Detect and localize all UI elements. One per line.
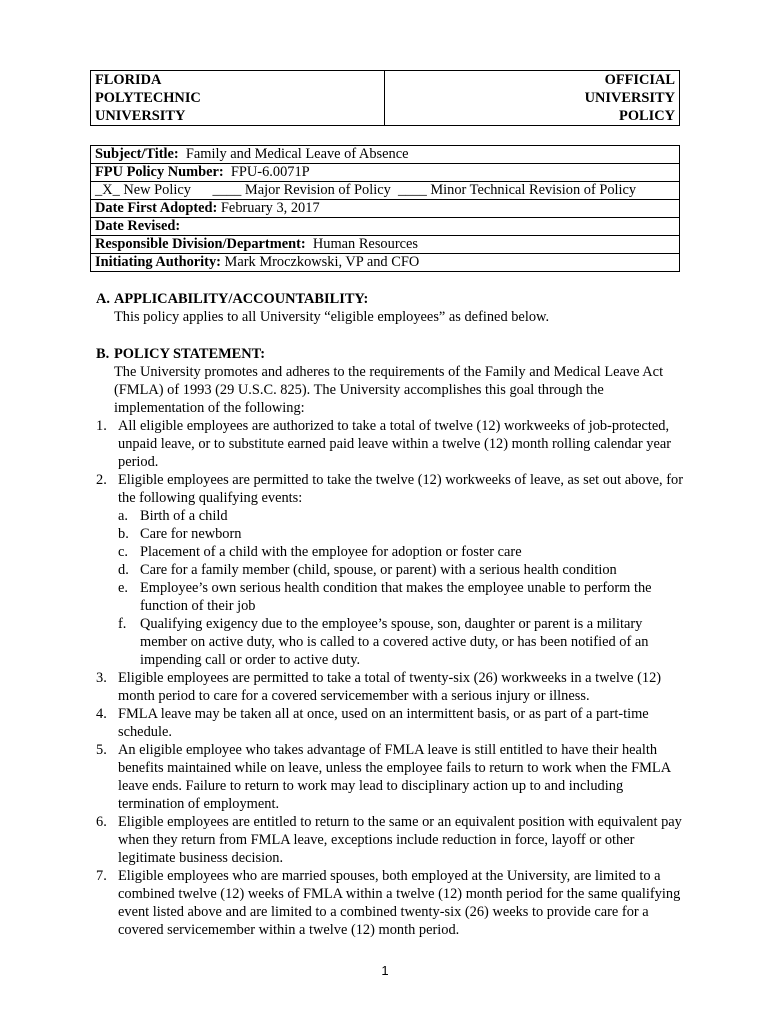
list-text: All eligible employees are authorized to take a total of twelve (12) workweeks of job-protected, unpaid leave, or to substitute earned paid leave within a twelve (12) month rolling calendar year period. [118, 418, 672, 470]
university-name-line: FLORIDA [95, 72, 162, 88]
sub-list-text: Qualifying exigency due to the employee’s spouse, son, daughter or parent is a military member on active duty, who is called to a covered active duty, or has been notified of an impending call or order to active duty. [140, 616, 649, 668]
policy-info-table [90, 145, 680, 272]
sub-list-text: Employee’s own serious health condition that makes the employee unable to perform the function of their job [140, 580, 652, 614]
policy-header-table [90, 70, 680, 126]
section-a-heading [96, 290, 686, 308]
section-letter: A. [96, 291, 110, 307]
policy-number-label: FPU Policy Number: [95, 164, 224, 180]
sub-list-letter: e. [118, 580, 128, 596]
list-number: 4. [96, 706, 107, 722]
policy-type-line: _X_ New Policy ____ Major Revision of Policy ____ Minor Technical Revision of Policy [95, 182, 637, 198]
sub-list-letter: f. [118, 616, 127, 632]
sub-list-item [118, 561, 686, 579]
sub-list-text: Birth of a child [140, 508, 228, 524]
policy-sections [96, 290, 686, 939]
sub-list-item [118, 507, 686, 525]
list-text: Eligible employees are permitted to take the twelve (12) workweeks of leave, as set out above, for the following qualifying events: [118, 472, 684, 506]
list-item [96, 417, 686, 471]
policy-number-row [91, 164, 680, 182]
date-adopted-value: February 3, 2017 [220, 200, 320, 216]
sub-list-letter: b. [118, 526, 129, 542]
list-text: An eligible employee who takes advantage of FMLA leave is still entitled to have their health benefits maintained while on leave, unless the employee fails to return to work when the FMLA leave ends. Failure to return to work may lead to disciplinary action up to and including termination of employment. [118, 742, 671, 812]
date-revised-row [91, 218, 680, 236]
policy-number-value: FPU-6.0071P [230, 164, 310, 180]
subject-row [91, 146, 680, 164]
policy-type-row [91, 182, 680, 200]
list-item [96, 867, 686, 939]
section-title: APPLICABILITY/ACCOUNTABILITY: [114, 291, 369, 307]
qualifying-events-list [118, 507, 686, 669]
sub-list-letter: c. [118, 544, 128, 560]
section-letter: B. [96, 346, 110, 362]
sub-list-letter: a. [118, 508, 128, 524]
subject-value: Family and Medical Leave of Absence [185, 146, 409, 162]
division-value: Human Resources [312, 236, 418, 252]
date-adopted-row [91, 200, 680, 218]
list-number: 7. [96, 868, 107, 884]
division-label: Responsible Division/Department: [95, 236, 306, 252]
document-type-line: UNIVERSITY [584, 90, 675, 106]
list-number: 3. [96, 670, 107, 686]
sub-list-text: Placement of a child with the employee for adoption or foster care [140, 544, 522, 560]
list-item [96, 813, 686, 867]
section-a-text: This policy applies to all University “eligible employees” as defined below. [114, 309, 550, 325]
authority-label: Initiating Authority: [95, 254, 221, 270]
list-item [96, 705, 686, 741]
subject-label: Subject/Title: [95, 146, 179, 162]
list-item [96, 669, 686, 705]
list-item [96, 471, 686, 669]
authority-value: Mark Mroczkowski, VP and CFO [224, 254, 420, 270]
list-item [96, 741, 686, 813]
list-number: 2. [96, 472, 107, 488]
sub-list-item [118, 525, 686, 543]
page-number: 1 [381, 963, 389, 978]
university-name-line: UNIVERSITY [95, 108, 186, 124]
date-adopted-label: Date First Adopted: [95, 200, 218, 216]
section-b-heading [96, 345, 686, 363]
sub-list-item [118, 579, 686, 615]
list-number: 1. [96, 418, 107, 434]
university-name-line: POLYTECHNIC [95, 90, 201, 106]
sub-list-item [118, 615, 686, 669]
sub-list-item [118, 543, 686, 561]
authority-row [91, 254, 680, 272]
section-title: POLICY STATEMENT: [114, 346, 265, 362]
division-row [91, 236, 680, 254]
document-type-line: POLICY [619, 108, 675, 124]
list-text: Eligible employees who are married spouses, both employed at the University, are limited to a combined twelve (12) weeks of FMLA within a twelve (12) month period for the same qualifying event listed above and are limited to a combined twenty-six (26) weeks to provide care for a covered servicemember within a twelve (12) month period. [118, 868, 681, 938]
date-revised-label: Date Revised: [95, 218, 181, 234]
document-type-line: OFFICIAL [604, 72, 675, 88]
sub-list-letter: d. [118, 562, 129, 578]
list-number: 5. [96, 742, 107, 758]
sub-list-text: Care for a family member (child, spouse, or parent) with a serious health condition [140, 562, 617, 578]
list-text: FMLA leave may be taken all at once, used on an intermittent basis, or as part of a part-time schedule. [118, 706, 649, 740]
university-name-cell [91, 71, 385, 126]
sub-list-text: Care for newborn [140, 526, 242, 542]
list-text: Eligible employees are permitted to take a total of twenty-six (26) workweeks in a twelve (12) month period to care for a covered servicemember with a serious injury or illness. [118, 670, 662, 704]
list-text: Eligible employees are entitled to return to the same or an equivalent position with equivalent pay when they return from FMLA leave, exceptions include reduction in force, layoff or other legitimate business decision. [118, 814, 682, 866]
policy-numbered-list [96, 417, 686, 939]
document-type-cell [385, 71, 680, 126]
list-number: 6. [96, 814, 107, 830]
section-b-intro: The University promotes and adheres to the requirements of the Family and Medical Leave Act (FMLA) of 1993 (29 U.S.C. 825). The University accomplishes this goal through the implementation of the following: [114, 364, 664, 416]
